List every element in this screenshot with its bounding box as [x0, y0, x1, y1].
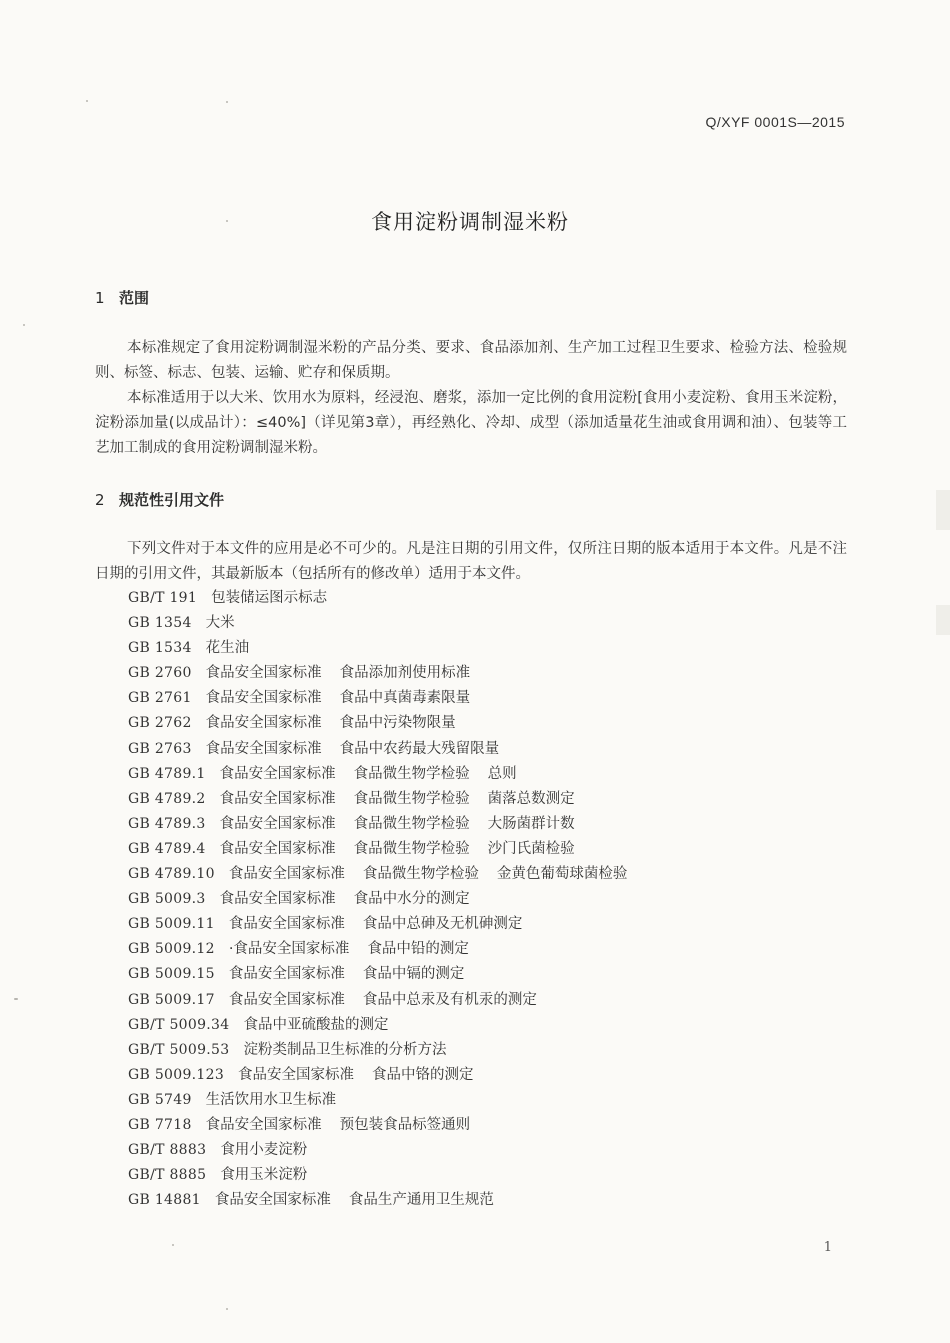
reference-code: GB 14881	[128, 1192, 201, 1209]
reference-item	[128, 1138, 645, 1163]
reference-item	[128, 711, 645, 736]
reference-item	[128, 937, 645, 962]
reference-title-part: 食品微生物学检验	[353, 790, 470, 807]
reference-title-part: 菌落总数测定	[487, 790, 575, 807]
reference-code: GB 1354	[128, 615, 192, 632]
reference-title-part: 食品安全国家标准	[205, 665, 322, 682]
reference-item	[128, 1013, 645, 1038]
reference-title-part: 食品中总砷及无机砷测定	[362, 916, 523, 933]
page-number: 1	[823, 1240, 832, 1255]
reference-title-part: 食品中农药最大残留限量	[339, 740, 500, 757]
reference-item	[128, 586, 645, 611]
reference-title-part: 食品安全国家标准	[205, 1116, 322, 1133]
reference-code: GB 5009.12	[128, 941, 215, 958]
reference-title-part: 食品微生物学检验	[353, 765, 470, 782]
reference-code: GB 5009.11	[128, 916, 215, 933]
reference-title-part: 食品微生物学检验	[362, 866, 479, 883]
reference-title-part: 食品生产通用卫生规范	[348, 1192, 494, 1209]
scan-speck	[226, 101, 228, 103]
reference-title-part: 食品中铅的测定	[367, 941, 469, 958]
reference-code: GB 2761	[128, 690, 192, 707]
section-heading-normative-references	[95, 489, 224, 510]
reference-title-part: 金黄色葡萄球菌检验	[496, 866, 628, 883]
section-number: 1	[95, 289, 105, 307]
document-title: 食用淀粉调制湿米粉	[371, 210, 569, 234]
reference-item	[128, 686, 645, 711]
reference-code: GB/T 5009.34	[128, 1016, 230, 1033]
reference-code: GB 4789.3	[128, 815, 206, 832]
reference-code: GB 4789.10	[128, 866, 215, 883]
reference-item	[128, 1113, 645, 1138]
reference-title-part: 食品中亚硫酸盐的测定	[243, 1016, 389, 1033]
reference-title-part: 食品安全国家标准	[228, 966, 345, 983]
reference-item	[128, 1088, 645, 1113]
reference-item	[128, 988, 645, 1013]
reference-title-part: 食品安全国家标准	[219, 840, 336, 857]
reference-item	[128, 1163, 645, 1188]
reference-title-part: 食品微生物学检验	[353, 815, 470, 832]
reference-title-part: 食品安全国家标准	[238, 1066, 355, 1083]
reference-item	[128, 862, 645, 887]
reference-item	[128, 762, 645, 787]
reference-title-part: 食品中污染物限量	[339, 715, 456, 732]
reference-code: GB 4789.1	[128, 765, 206, 782]
reference-title-part: 食品中镉的测定	[362, 966, 465, 983]
section-number: 2	[95, 491, 105, 509]
reference-title-part: 食用小麦淀粉	[220, 1142, 308, 1159]
section-heading-scope	[95, 287, 149, 308]
reference-code: GB 4789.4	[128, 840, 206, 857]
scan-edge-mark	[936, 490, 950, 530]
reference-title-part: 预包装食品标签通则	[339, 1116, 471, 1133]
reference-item	[128, 962, 645, 987]
reference-code: GB/T 8885	[128, 1167, 207, 1184]
scan-speck	[172, 1244, 174, 1246]
section-title: 规范性引用文件	[119, 491, 225, 509]
references-intro-paragraph: 下列文件对于本文件的应用是必不可少的。凡是注日期的引用文件，仅所注日期的版本适用于本文件。凡是不注日期的引用文件，其最新版本（包括所有的修改单）适用于本文件。	[95, 541, 847, 582]
reference-title-part: 食品中真菌毒素限量	[339, 690, 471, 707]
reference-title-part: 食品安全国家标准	[228, 866, 345, 883]
reference-item	[128, 887, 645, 912]
reference-title-part: 食品中水分的测定	[353, 891, 470, 908]
reference-item	[128, 636, 645, 661]
reference-title-part: 食品安全国家标准	[228, 916, 345, 933]
reference-title-part: 食品添加剂使用标准	[339, 665, 471, 682]
reference-code: GB 2763	[128, 740, 192, 757]
reference-item	[128, 1188, 645, 1213]
reference-title-part: 包装储运图示标志	[211, 590, 328, 606]
reference-code: GB 5009.15	[128, 966, 215, 983]
reference-title-part: 食品安全国家标准	[219, 765, 336, 782]
reference-item	[128, 1063, 645, 1088]
reference-code: GB 5749	[128, 1091, 192, 1108]
reference-title-part: 食品安全国家标准	[205, 740, 322, 757]
reference-code: GB 5009.123	[128, 1066, 225, 1083]
scan-speck	[86, 100, 88, 102]
reference-title-part: 淀粉类制品卫生标准的分析方法	[243, 1041, 447, 1058]
reference-title-part: 食品微生物学检验	[353, 840, 470, 857]
scan-speck	[23, 324, 25, 326]
scan-speck	[226, 1308, 228, 1310]
reference-title-part: 沙门氏菌检验	[487, 840, 575, 857]
reference-title-part: 大肠菌群计数	[487, 815, 575, 832]
reference-item	[128, 837, 645, 862]
reference-title-part: 食品安全国家标准	[219, 891, 336, 908]
reference-list	[128, 586, 645, 1213]
scan-edge-mark	[936, 605, 950, 635]
reference-code: GB 5009.3	[128, 891, 206, 908]
scan-speck	[226, 220, 228, 222]
reference-code: GB 5009.17	[128, 991, 215, 1008]
reference-title-part: 食品安全国家标准	[219, 815, 336, 832]
reference-code: GB 4789.2	[128, 790, 206, 807]
reference-title-part: 食品中铬的测定	[372, 1066, 474, 1083]
standard-code: Q/XYF 0001S—2015	[705, 114, 845, 130]
scope-paragraph-2: 本标准适用于以大米、饮用水为原料，经浸泡、磨浆，添加一定比例的食用淀粉[食用小麦淀粉、食用玉米淀粉，淀粉添加量(以成品计）：≤40%]（详见第3章），再经熟化、冷却、成型（添加适量花生油或食用调和油）、包装等工艺加工制成的食用淀粉调制湿米粉。	[95, 390, 847, 456]
scope-paragraph-1: 本标准规定了食用淀粉调制湿米粉的产品分类、要求、食品添加剂、生产加工过程卫生要求、检验方法、检验规则、标签、标志、包装、运输、贮存和保质期。	[95, 340, 847, 381]
reference-title-part: 总则	[487, 765, 517, 782]
reference-code: GB 1534	[128, 640, 192, 657]
reference-code: GB 2762	[128, 715, 192, 732]
reference-title-part: 花生油	[205, 640, 250, 657]
reference-item	[128, 1038, 645, 1063]
reference-title-part: 大米	[205, 615, 235, 632]
reference-code: GB/T 8883	[128, 1142, 207, 1159]
reference-title-part: 食品安全国家标准	[214, 1192, 331, 1209]
reference-code: GB/T 191	[128, 590, 198, 606]
reference-item	[128, 661, 645, 686]
reference-item	[128, 737, 645, 762]
reference-title-part: 食品安全国家标准	[219, 790, 336, 807]
reference-title-part: 食用玉米淀粉	[220, 1167, 308, 1184]
reference-title-part: 食品安全国家标准	[228, 991, 345, 1008]
reference-title-part: 食品中总汞及有机汞的测定	[362, 991, 537, 1008]
section-title: 范围	[119, 289, 150, 307]
scan-speck	[14, 998, 18, 1000]
reference-code: GB 7718	[128, 1116, 192, 1133]
reference-title-part: 食品安全国家标准	[205, 715, 322, 732]
reference-item	[128, 787, 645, 812]
reference-code: GB/T 5009.53	[128, 1041, 230, 1058]
reference-title-part: 生活饮用水卫生标准	[205, 1091, 337, 1108]
reference-item	[128, 912, 645, 937]
reference-title-part: ·食品安全国家标准	[228, 941, 350, 958]
reference-item	[128, 611, 645, 636]
reference-code: GB 2760	[128, 665, 192, 682]
reference-title-part: 食品安全国家标准	[205, 690, 322, 707]
reference-item	[128, 812, 645, 837]
